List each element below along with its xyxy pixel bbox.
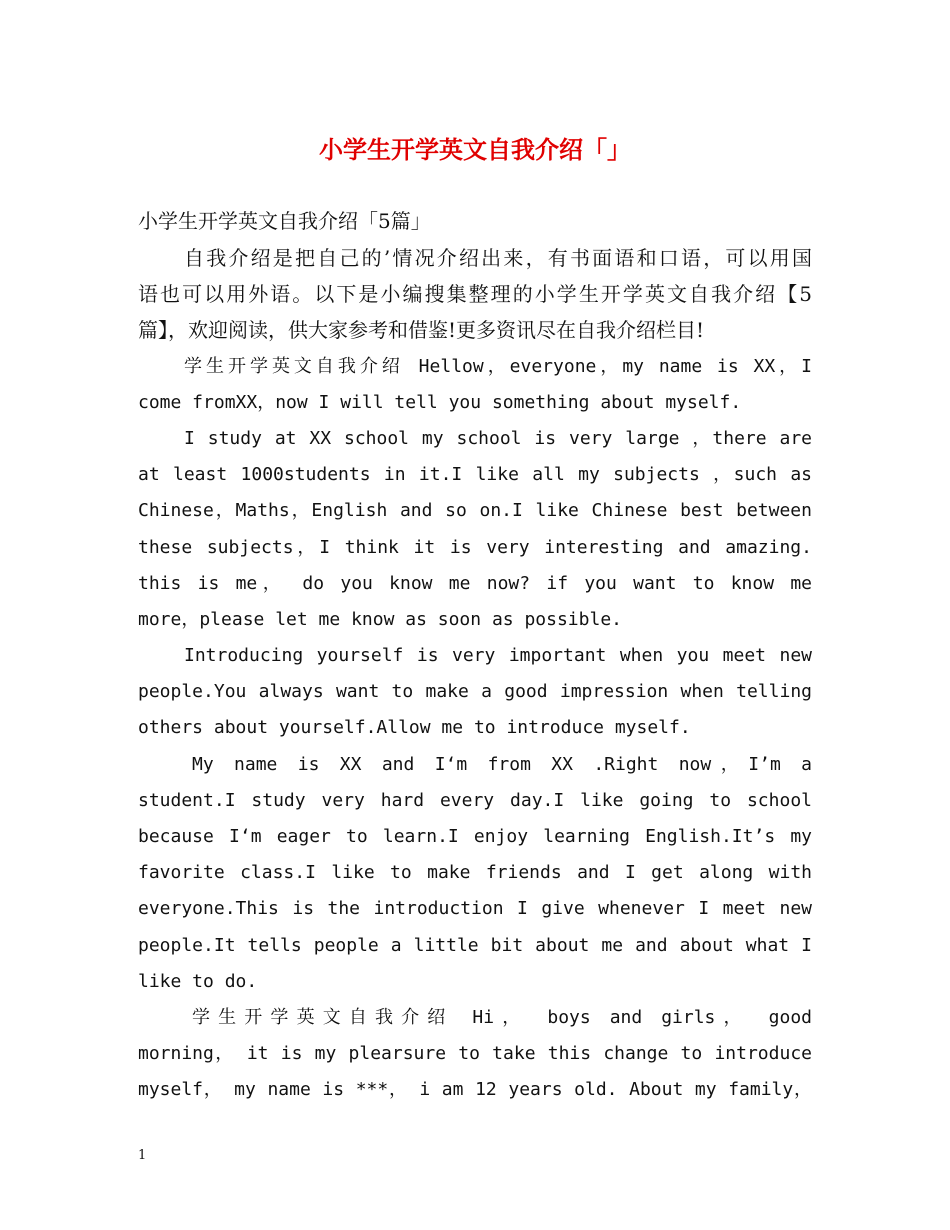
body-line: 学生开学英文自我介绍 Hellow，everyone，my name is XX，I bbox=[184, 355, 812, 377]
body-line: 自我介绍是把自己的’情况介绍出来，有书面语和口语，可以用国 bbox=[184, 246, 812, 270]
body-line: everyone.This is the introduction I give whenever I meet new bbox=[138, 898, 812, 920]
body-line: I study at XX school my school is very large ，there are bbox=[184, 427, 812, 449]
body-line: student.I study very hard every day.I like going to school bbox=[138, 789, 812, 811]
body-line: favorite class.I like to make friends and I get along with bbox=[138, 862, 812, 884]
body-line: people.It tells people a little bit about me and about what I bbox=[138, 934, 812, 956]
body-line: morning， it is my plearsure to take this change to introduce bbox=[138, 1043, 812, 1065]
document-body bbox=[138, 240, 812, 1109]
body-line: more，please let me know as soon as possible. bbox=[138, 608, 622, 630]
body-line: 学生开学英文自我介绍 Hi， boys and girls， good bbox=[192, 1006, 812, 1028]
document-title: 小学生开学英文自我介绍「」 bbox=[319, 135, 631, 164]
body-line: myself， my name is ***， i am 12 years old. About my family， bbox=[138, 1079, 812, 1101]
body-line: come fromXX，now I will tell you something about myself. bbox=[138, 391, 742, 413]
body-line: this is me， do you know me now? if you want to know me bbox=[138, 572, 812, 594]
body-line: Chinese，Maths，English and so on.I like Chinese best between bbox=[138, 500, 812, 522]
body-line: 语也可以用外语。以下是小编搜集整理的小学生开学英文自我介绍【5 bbox=[138, 282, 812, 307]
body-line: My name is XX and I‘m from XX .Right now，I’m a bbox=[192, 753, 812, 775]
body-line: Introducing yourself is very important when you meet new bbox=[184, 645, 812, 667]
body-line: others about yourself.Allow me to introduce myself. bbox=[138, 717, 691, 739]
body-line: these subjects，I think it is very interesting and amazing. bbox=[138, 536, 812, 558]
body-line: like to do. bbox=[138, 970, 258, 992]
body-line: 篇】，欢迎阅读，供大家参考和借鉴!更多资讯尽在自我介绍栏目! bbox=[138, 318, 705, 343]
body-line: because I‘m eager to learn.I enjoy learning English.It’s my bbox=[138, 826, 812, 847]
page-number: 1 bbox=[138, 1148, 147, 1163]
body-line: at least 1000students in it.I like all my subjects ，such as bbox=[138, 464, 812, 486]
document-subtitle: 小学生开学英文自我介绍「5篇」 bbox=[138, 209, 431, 233]
body-line: people.You always want to make a good impression when telling bbox=[138, 681, 812, 703]
